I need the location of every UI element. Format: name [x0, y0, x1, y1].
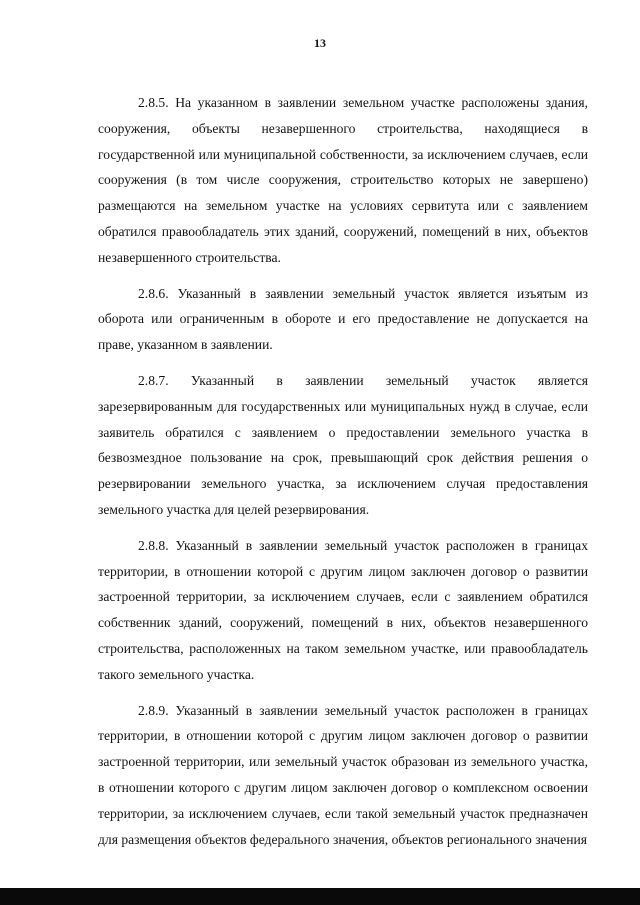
paragraph-2-8-7: 2.8.7. Указанный в заявлении земельный участок является зарезервированным для государственных или муниципальных нужд в случае, если заявитель обратился с заявлением о предоставлении земельного участка в безвозмездное пользование на срок, превышающий срок действия решения о резервировании земельного участка, за исключением случая предоставления земельного участка для целей резервирования. [98, 372, 588, 517]
paragraph-2-8-8: 2.8.8. Указанный в заявлении земельный участок расположен в границах территории, в отношении которой с другим лицом заключен договор о развитии застроенной территории, за исключением случаев, если с заявлением обратился собственник зданий, сооружений, помещений в них, объектов незавершенного строительства, расположенных на таком земельном участке, или правообладатель такого земельного участка. [98, 537, 588, 682]
page-number: 13 [314, 36, 326, 50]
paragraph-2-8-9: 2.8.9. Указанный в заявлении земельный участок расположен в границах территории, в отношении которой с другим лицом заключен договор о развитии застроенной территории, или земельный участок образован из земельного участка, в отношении которого с другим лицом заключен договор о комплексном освоении территории, за исключением случаев, если такой земельный участок предназначен для размещения объектов федерального значения, объектов регионального значения [98, 702, 588, 847]
scan-edge-bar [0, 888, 640, 905]
paragraph-2-8-5: 2.8.5. На указанном в заявлении земельном участке расположены здания, сооружения, объекты незавершенного строительства, находящиеся в государственной или муниципальной собственности, за исключением случаев, если сооружения (в том числе сооружения, строительство которых не завершено) размещаются на земельном участке на условиях сервитута или с заявлением обратился правообладатель этих зданий, сооружений, помещений в них, объектов незавершенного строительства. [98, 95, 588, 265]
document-body [98, 90, 588, 862]
paragraph-2-8-6: 2.8.6. Указанный в заявлении земельный участок является изъятым из оборота или ограниченным в обороте и его предоставление не допускается на праве, указанном в заявлении. [98, 285, 588, 353]
